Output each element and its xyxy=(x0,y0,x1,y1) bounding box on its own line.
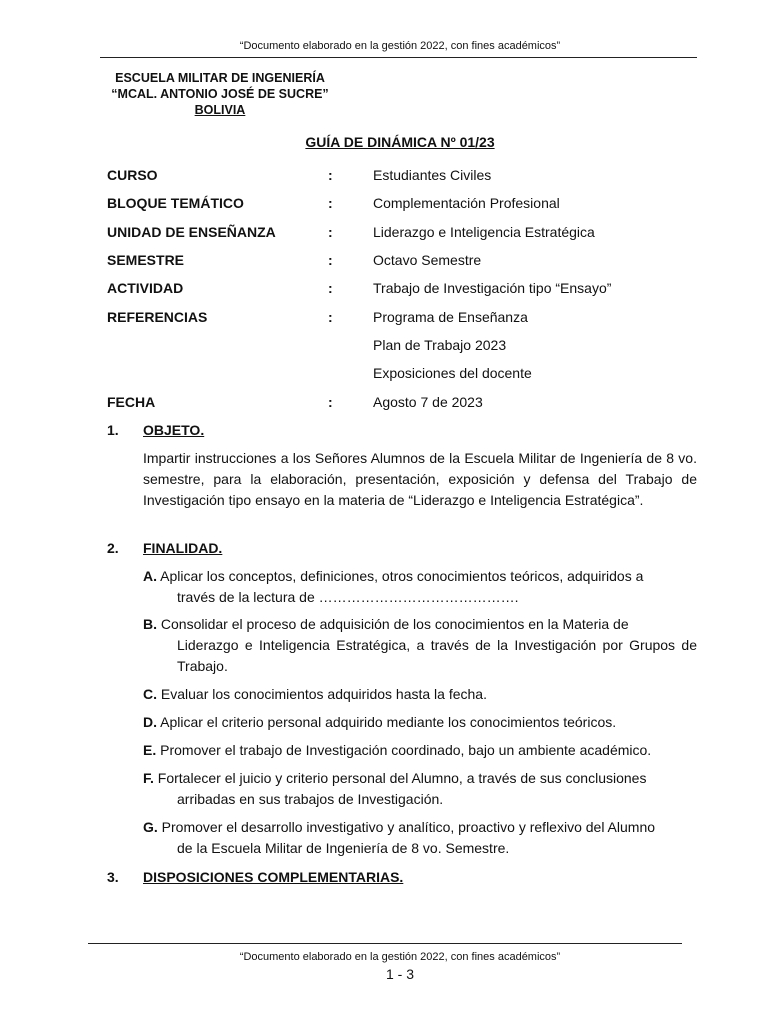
section-title-objeto: OBJETO. xyxy=(143,422,205,438)
field-colon: : xyxy=(328,195,333,211)
list-item xyxy=(143,566,697,608)
list-item-letter: G. xyxy=(143,819,158,835)
list-item xyxy=(143,684,697,705)
field-label-curso: CURSO xyxy=(107,167,158,183)
section-number: 2. xyxy=(107,540,119,556)
field-colon: : xyxy=(328,167,333,183)
field-value-semestre: Octavo Semestre xyxy=(373,252,482,268)
field-value-referencia-2: Plan de Trabajo 2023 xyxy=(373,337,507,353)
list-item-text: Promover el desarrollo investigativo y analítico, proactivo y reflexivo del Alumno xyxy=(161,819,656,835)
list-item-letter: D. xyxy=(143,714,157,730)
institution-name: ESCUELA MILITAR DE INGENIERÍA xyxy=(115,71,325,85)
section-objeto-text: Impartir instrucciones a los Señores Alumnos de la Escuela Militar de Ingeniería de 8 vo. semestre, para la elaboración, presentación, exposición y defensa del Trabajo de Investigación tipo ensayo en la materia de “Liderazgo e Inteligencia Estratégica”. xyxy=(143,450,697,508)
list-item-letter: E. xyxy=(143,742,157,758)
list-item xyxy=(143,817,697,859)
list-item-text: Aplicar el criterio personal adquirido mediante los conocimientos teóricos. xyxy=(160,714,617,730)
field-value-bloque: Complementación Profesional xyxy=(373,195,560,211)
field-label-semestre: SEMESTRE xyxy=(107,252,185,268)
section-number: 1. xyxy=(107,422,119,438)
list-item-letter: B. xyxy=(143,616,157,632)
field-label-actividad: ACTIVIDAD xyxy=(107,280,184,296)
document-title: GUÍA DE DINÁMICA Nº 01/23 xyxy=(305,134,495,150)
list-item-text: Aplicar los conceptos, definiciones, otros conocimientos teóricos, adquiridos a xyxy=(160,568,644,584)
field-colon: : xyxy=(328,309,333,325)
list-item xyxy=(143,614,697,677)
field-colon: : xyxy=(328,394,333,410)
list-item-text: Fortalecer el juicio y criterio personal del Alumno, a través de sus conclusiones xyxy=(157,770,647,786)
field-value-curso: Estudiantes Civiles xyxy=(373,167,492,183)
list-item xyxy=(143,768,697,810)
field-label-unidad: UNIDAD DE ENSEÑANZA xyxy=(107,224,276,240)
list-item-text-cont: arribadas en sus trabajos de Investigación. xyxy=(177,791,444,807)
institution-block xyxy=(105,70,335,118)
institution-honorific: “MCAL. ANTONIO JOSÉ DE SUCRE” xyxy=(111,87,329,101)
list-item-text-cont: Liderazgo e Inteligencia Estratégica, a través de la Investigación por Grupos de Trabajo. xyxy=(177,637,697,674)
section-number: 3. xyxy=(107,869,119,885)
footer-divider xyxy=(88,943,682,944)
field-value-referencia-3: Exposiciones del docente xyxy=(373,365,532,381)
list-item xyxy=(143,740,697,761)
footer-note: “Documento elaborado en la gestión 2022, con fines académicos” xyxy=(239,951,561,963)
section-title-finalidad: FINALIDAD. xyxy=(143,540,223,556)
list-item-text: Consolidar el proceso de adquisición de los conocimientos en la Materia de xyxy=(160,616,629,632)
list-item-text-cont: través de la lectura de ……………………………………. xyxy=(177,589,519,605)
page-number: 1 - 3 xyxy=(385,966,414,982)
list-item xyxy=(143,712,697,733)
field-colon: : xyxy=(328,252,333,268)
header-note: “Documento elaborado en la gestión 2022, con fines académicos” xyxy=(239,40,561,52)
field-colon: : xyxy=(328,280,333,296)
institution-country: BOLIVIA xyxy=(194,103,246,117)
field-value-unidad: Liderazgo e Inteligencia Estratégica xyxy=(373,224,595,240)
list-item-letter: A. xyxy=(143,568,157,584)
header-divider xyxy=(100,57,697,58)
list-item-text: Promover el trabajo de Investigación coordinado, bajo un ambiente académico. xyxy=(160,742,652,758)
field-label-fecha: FECHA xyxy=(107,394,156,410)
field-colon: : xyxy=(328,224,333,240)
list-item-letter: F. xyxy=(143,770,154,786)
list-item-text-cont: de la Escuela Militar de Ingeniería de 8 vo. Semestre. xyxy=(177,840,510,856)
field-value-fecha: Agosto 7 de 2023 xyxy=(373,394,483,410)
field-label-referencias: REFERENCIAS xyxy=(107,309,208,325)
section-title-disposiciones: DISPOSICIONES COMPLEMENTARIAS. xyxy=(143,869,404,885)
field-value-actividad: Trabajo de Investigación tipo “Ensayo” xyxy=(373,280,612,296)
field-value-referencia-1: Programa de Enseñanza xyxy=(373,309,528,325)
field-label-bloque: BLOQUE TEMÁTICO xyxy=(107,195,244,211)
list-item-letter: C. xyxy=(143,686,157,702)
list-item-text: Evaluar los conocimientos adquiridos hasta la fecha. xyxy=(160,686,487,702)
